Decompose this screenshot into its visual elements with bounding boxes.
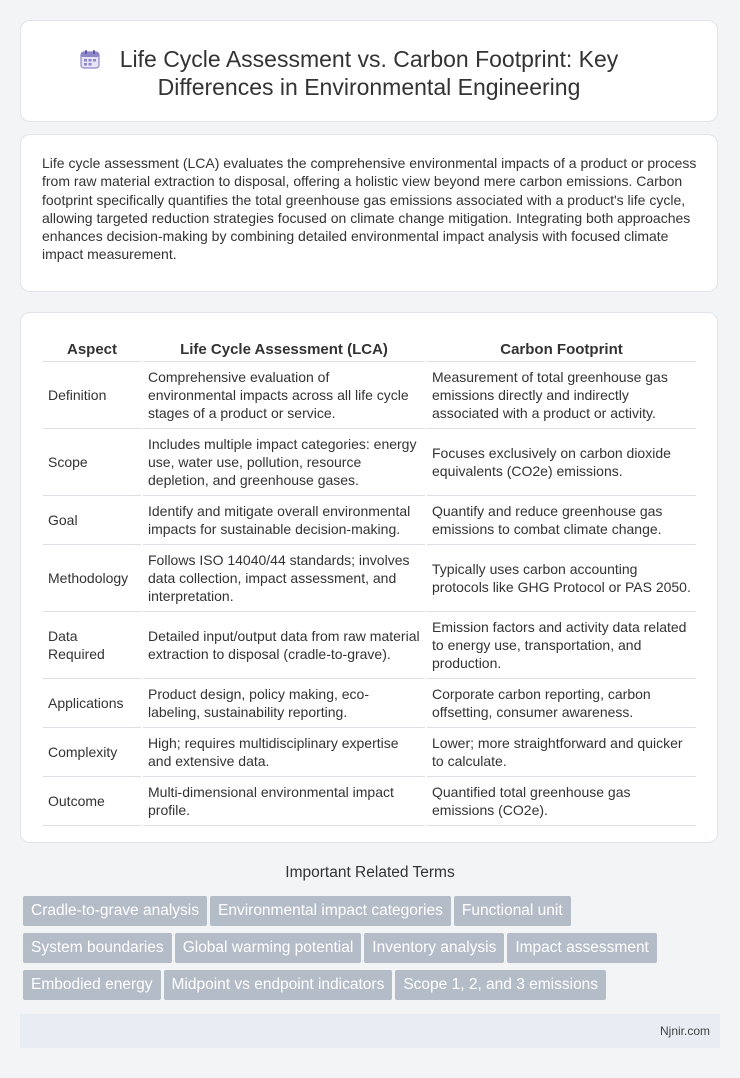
table-row (43, 777, 696, 826)
carbon-cell: Typically uses carbon accounting protocols like GHG Protocol or PAS 2050. (427, 545, 696, 612)
table-header-row (43, 333, 696, 362)
page-title-text: Life Cycle Assessment vs. Carbon Footprint: Key Differences in Environmental Engineering (119, 46, 619, 100)
aspect-cell: Outcome (43, 777, 141, 826)
title-card (20, 20, 718, 122)
related-term-tag[interactable]: Functional unit (454, 896, 571, 926)
table-row (43, 429, 696, 496)
lca-cell: High; requires multidisciplinary expertise and extensive data. (143, 728, 425, 777)
intro-paragraph: Life cycle assessment (LCA) evaluates the comprehensive environmental impacts of a product or process from raw material extraction to disposal, offering a holistic view beyond mere carbon emissions. Carbon footprint specifically quantifies the total greenhouse gas emissions associated with a product's life cycle, allowing targeted reduction strategies focused on climate change mitigation. Integrating both approaches enhances decision-making by combining detailed environmental impact analysis with focused climate impact measurement. (42, 155, 697, 263)
table-row (43, 545, 696, 612)
aspect-cell: Goal (43, 496, 141, 545)
table-row (43, 612, 696, 679)
carbon-cell: Measurement of total greenhouse gas emissions directly and indirectly associated with a product or activity. (427, 362, 696, 429)
lca-cell: Multi-dimensional environmental impact profile. (143, 777, 425, 826)
table-row (43, 496, 696, 545)
related-term-tag[interactable]: Embodied energy (23, 970, 161, 1000)
table-row (43, 362, 696, 429)
aspect-cell: Scope (43, 429, 141, 496)
header-aspect: Aspect (43, 333, 141, 362)
related-term-tag[interactable]: Cradle-to-grave analysis (23, 896, 207, 926)
related-term-tag[interactable]: Global warming potential (175, 933, 362, 963)
carbon-cell: Focuses exclusively on carbon dioxide equivalents (CO2e) emissions. (427, 429, 696, 496)
related-terms-title: Important Related Terms (285, 864, 455, 881)
aspect-cell: Data Required (43, 612, 141, 679)
page-title (89, 45, 649, 101)
table-row (43, 728, 696, 777)
table-row (43, 679, 696, 728)
lca-cell: Includes multiple impact categories: energy use, water use, pollution, resource depletion, and greenhouse gases. (143, 429, 425, 496)
aspect-cell: Methodology (43, 545, 141, 612)
intro-card (20, 134, 718, 292)
related-terms-list (23, 896, 723, 1007)
carbon-cell: Quantified total greenhouse gas emissions (CO2e). (427, 777, 696, 826)
calendar-icon (79, 48, 101, 70)
lca-cell: Comprehensive evaluation of environmental impacts across all life cycle stages of a product or service. (143, 362, 425, 429)
related-term-tag[interactable]: Scope 1, 2, and 3 emissions (395, 970, 606, 1000)
footer-site-link[interactable]: Njnir.com (659, 1024, 710, 1038)
carbon-cell: Quantify and reduce greenhouse gas emissions to combat climate change. (427, 496, 696, 545)
related-term-tag[interactable]: Impact assessment (507, 933, 657, 963)
related-term-tag[interactable]: Inventory analysis (364, 933, 504, 963)
comparison-table (41, 333, 698, 826)
carbon-cell: Corporate carbon reporting, carbon offsetting, consumer awareness. (427, 679, 696, 728)
related-term-tag[interactable]: Environmental impact categories (210, 896, 451, 926)
related-term-tag[interactable]: System boundaries (23, 933, 172, 963)
carbon-cell: Lower; more straightforward and quicker to calculate. (427, 728, 696, 777)
comparison-table-card (20, 312, 718, 843)
lca-cell: Follows ISO 14040/44 standards; involves data collection, impact assessment, and interpretation. (143, 545, 425, 612)
lca-cell: Detailed input/output data from raw material extraction to disposal (cradle-to-grave). (143, 612, 425, 679)
aspect-cell: Applications (43, 679, 141, 728)
carbon-cell: Emission factors and activity data related to energy use, transportation, and production. (427, 612, 696, 679)
lca-cell: Identify and mitigate overall environmental impacts for sustainable decision-making. (143, 496, 425, 545)
aspect-cell: Complexity (43, 728, 141, 777)
header-lca: Life Cycle Assessment (LCA) (143, 333, 425, 362)
lca-cell: Product design, policy making, eco-labeling, sustainability reporting. (143, 679, 425, 728)
aspect-cell: Definition (43, 362, 141, 429)
footer (20, 1014, 720, 1048)
header-carbon-footprint: Carbon Footprint (427, 333, 696, 362)
related-term-tag[interactable]: Midpoint vs endpoint indicators (164, 970, 393, 1000)
